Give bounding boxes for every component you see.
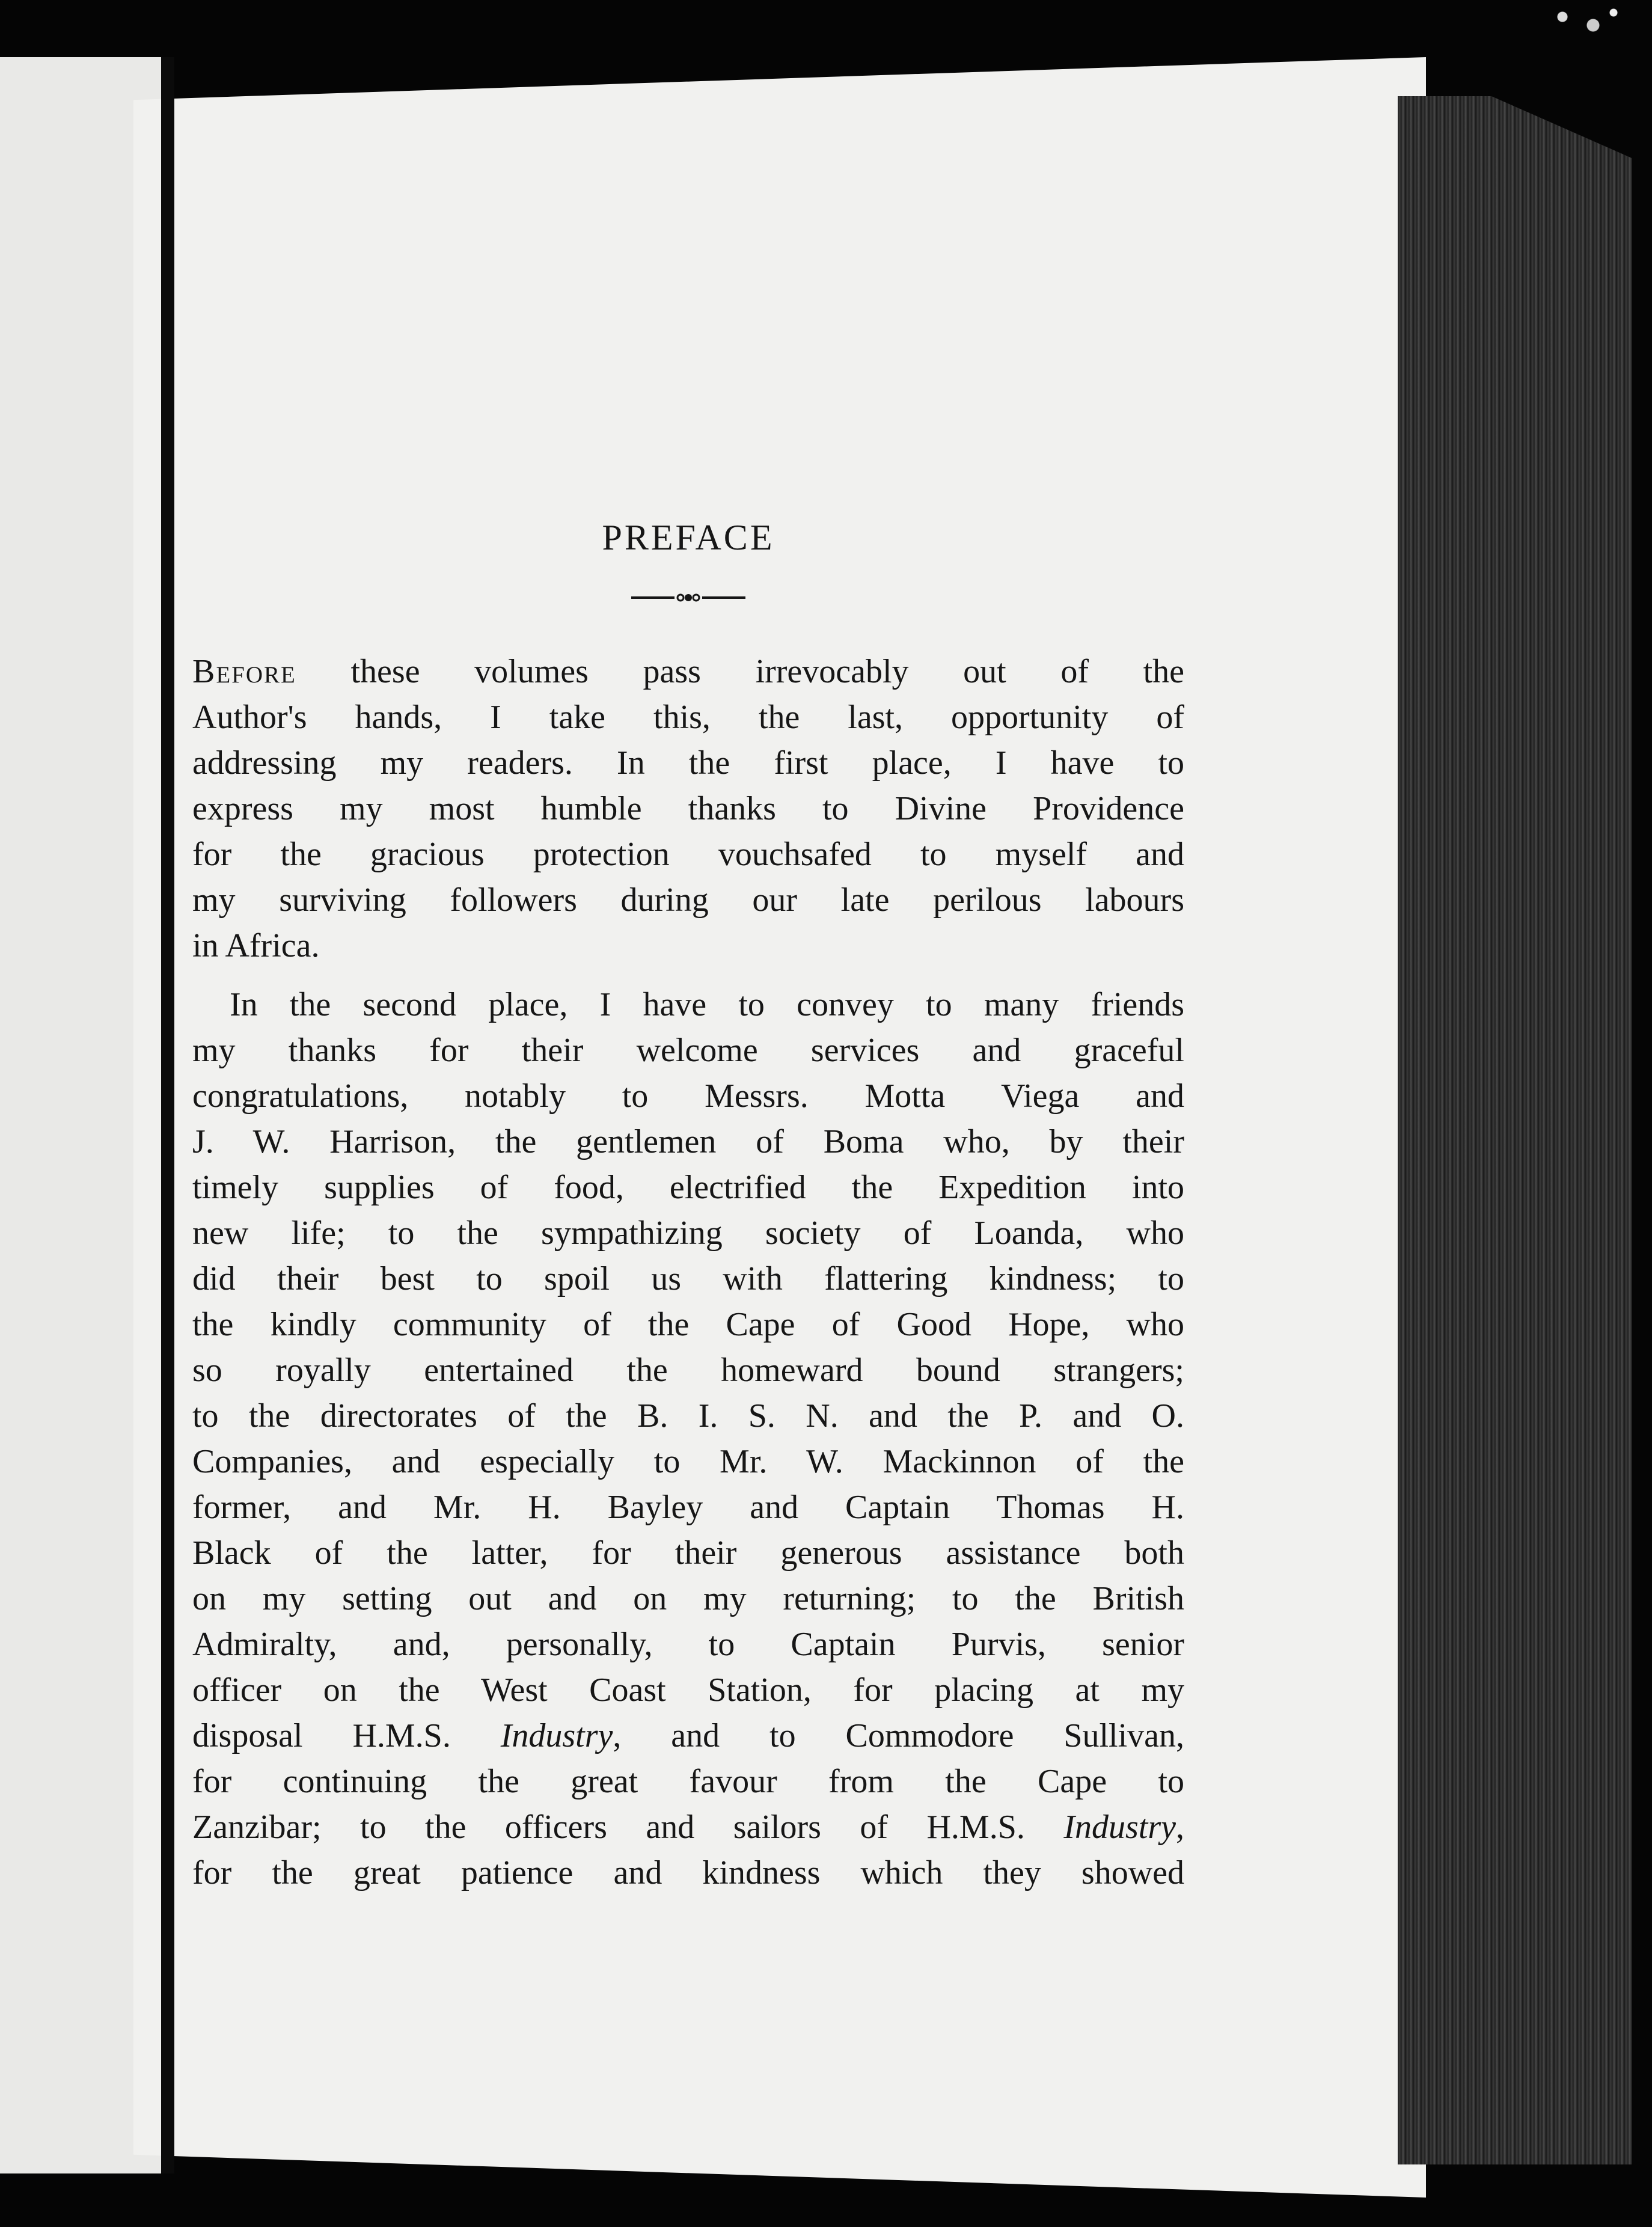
text-line: on my setting out and on my returning; to the British [192,1580,1184,1617]
page-title: PREFACE [602,518,775,557]
text-line: officer on the West Coast Station, for placing at my [192,1671,1184,1709]
text-line: Author's hands, I take this, the last, opportunity of [192,699,1184,736]
text-line: Companies, and especially to Mr. W. Mackinnon of the [192,1443,1184,1480]
preface-text [192,517,1184,1896]
book-fore-edge [1398,96,1632,2164]
text-line: my thanks for their welcome services and graceful [192,1032,1184,1069]
text-line: new life; to the sympathizing society of Loanda, who [192,1215,1184,1252]
text-line: timely supplies of food, electrified the Expedition into [192,1169,1184,1206]
text-line: Black of the latter, for their generous assistance both [192,1534,1184,1572]
text-line: in Africa. [192,927,320,964]
text-line: disposal H.M.S. Industry, and to Commodore Sullivan, [192,1717,1184,1754]
text-line: former, and Mr. H. Bayley and Captain Thomas H. [192,1489,1184,1526]
text-line: my surviving followers during our late perilous labours [192,881,1184,919]
text-line: for continuing the great favour from the Cape to [192,1763,1184,1800]
text-line: J. W. Harrison, the gentlemen of Boma who, by their [192,1123,1184,1160]
page-gutter [161,57,174,2173]
text-line: congratulations, notably to Messrs. Motta Viega and [192,1077,1184,1115]
ornament-rule-icon [631,592,745,604]
text-line: Before these volumes pass irrevocably out of the [192,653,1184,690]
text-line: In the second place, I have to convey to many friends [230,986,1184,1023]
title-ornament [192,592,1184,604]
text-line: Zanzibar; to the officers and sailors of H.M.S. Industry, [192,1809,1184,1846]
scan-speckle [1532,0,1634,42]
text-line: so royally entertained the homeward bound strangers; [192,1352,1184,1389]
paragraph-1 [192,649,1184,969]
text-line: the kindly community of the Cape of Good Hope, who [192,1306,1184,1343]
text-line: did their best to spoil us with flattering kindness; to [192,1260,1184,1297]
text-line: for the great patience and kindness which they showed [192,1854,1184,1892]
text-line: express my most humble thanks to Divine Providence [192,790,1184,827]
text-line: for the gracious protection vouchsafed to myself and [192,836,1184,873]
text-line: to the directorates of the B. I. S. N. and the P. and O. [192,1397,1184,1435]
paragraph-2 [192,982,1184,1896]
text-line: Admiralty, and, personally, to Captain Purvis, senior [192,1626,1184,1663]
text-line: addressing my readers. In the first place, I have to [192,744,1184,782]
